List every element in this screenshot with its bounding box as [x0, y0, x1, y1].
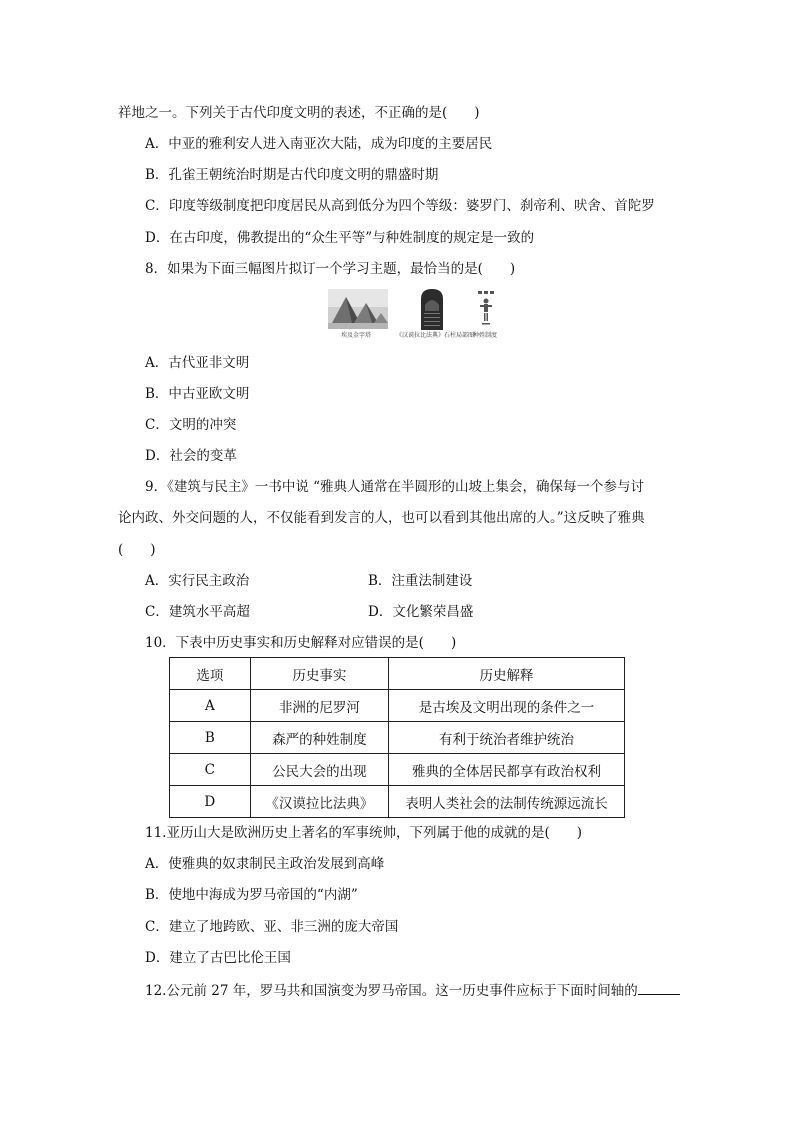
q9-stem-line1: 9．《建筑与民主》一书中说 “雅典人通常在半圆形的山坡上集会，确保每一个参与讨 — [145, 479, 645, 495]
table-cell: 公民大会的出现 — [250, 754, 388, 786]
table-cell: D — [170, 786, 251, 818]
table-header-cell: 选项 — [170, 658, 251, 690]
q11-option-b: B．使地中海成为罗马帝国的“内湖” — [145, 887, 358, 903]
q7-option-d: D．在古印度，佛教提出的“众生平等”与种姓制度的规定是一致的 — [145, 230, 535, 246]
table-cell: A — [170, 690, 251, 722]
q11-option-c: C．建立了地跨欧、亚、非三洲的庞大帝国 — [145, 919, 399, 935]
caste-caption: 种姓制度 — [473, 332, 498, 339]
q9-option-b: B．注重法制建设 — [368, 573, 473, 589]
q8-stem: 8．如果为下面三幅图片拟订一个学习主题，最恰当的是( ) — [145, 261, 516, 277]
table-header-row — [170, 658, 625, 690]
table-cell: 非洲的尼罗河 — [250, 690, 388, 722]
q7-option-c: C．印度等级制度把印度居民从高到低分为四个等级：婆罗门、刹帝利、吠舍、首陀罗 — [145, 198, 655, 214]
table-cell: 雅典的全体居民都享有政治权利 — [389, 754, 625, 786]
table-row — [170, 786, 625, 818]
q9-stem-line3: ( ) — [118, 542, 156, 558]
q9-option-c: C．建筑水平高超 — [145, 604, 250, 620]
table-header-cell: 历史解释 — [389, 658, 625, 690]
q9-stem-line2: 论内政、外交问题的人，不仅能看到发言的人，也可以看到其他出席的人。”这反映了雅典 — [118, 510, 645, 526]
pyramid-image — [328, 289, 388, 329]
q10-stem: 10．下表中历史事实和历史解释对应错误的是( ) — [145, 635, 457, 651]
q7-stem: 祥地之一。下列关于古代印度文明的表述，不正确的是( ) — [118, 105, 480, 121]
history-table — [169, 657, 625, 818]
q8-option-b: B．中古亚欧文明 — [145, 386, 250, 402]
q8-option-a: A．古代亚非文明 — [145, 355, 250, 371]
pyramid-caption: 埃及金字塔 — [341, 332, 372, 339]
q9-option-a: A．实行民主政治 — [145, 573, 250, 589]
q11-option-d: D．建立了古巴比伦王国 — [145, 950, 291, 966]
q8-option-c: C．文明的冲突 — [145, 417, 237, 433]
q9-option-d: D．文化繁荣昌盛 — [368, 604, 474, 620]
stele-caption: 《汉谟拉比法典》石柱局部图 — [396, 332, 475, 339]
q12-stem-wrap — [145, 980, 680, 1000]
table-header-cell: 历史事实 — [250, 658, 388, 690]
q11-stem: 11.亚历山大是欧洲历史上著名的军事统帅，下列属于他的成就的是( ) — [145, 825, 583, 841]
table-cell: 森严的种姓制度 — [250, 722, 388, 754]
table-row — [170, 754, 625, 786]
q11-option-a: A．使雅典的奴隶制民主政治发展到高峰 — [145, 856, 385, 872]
caste-system-image — [476, 289, 496, 330]
table-cell: 《汉谟拉比法典》 — [250, 786, 388, 818]
table-cell: 是古埃及文明出现的条件之一 — [389, 690, 625, 722]
table-cell: B — [170, 722, 251, 754]
q7-option-b: B．孔雀王朝统治时期是古代印度文明的鼎盛时期 — [145, 167, 439, 183]
table-cell: C — [170, 754, 251, 786]
q7-option-a: A．中亚的雅利安人进入南亚次大陆，成为印度的主要居民 — [145, 136, 493, 152]
answer-blank — [638, 980, 680, 995]
q12-stem: 12.公元前 27 年，罗马共和国演变为罗马帝国。这一历史事件应标于下面时间轴的 — [145, 983, 638, 999]
code-of-hammurabi-stele-image — [418, 289, 446, 330]
table-cell: 表明人类社会的法制传统源远流长 — [389, 786, 625, 818]
q8-option-d: D．社会的变革 — [145, 448, 237, 464]
table-cell: 有利于统治者维护统治 — [389, 722, 625, 754]
table-row — [170, 722, 625, 754]
table-row — [170, 690, 625, 722]
q8-figure-group — [328, 289, 496, 343]
